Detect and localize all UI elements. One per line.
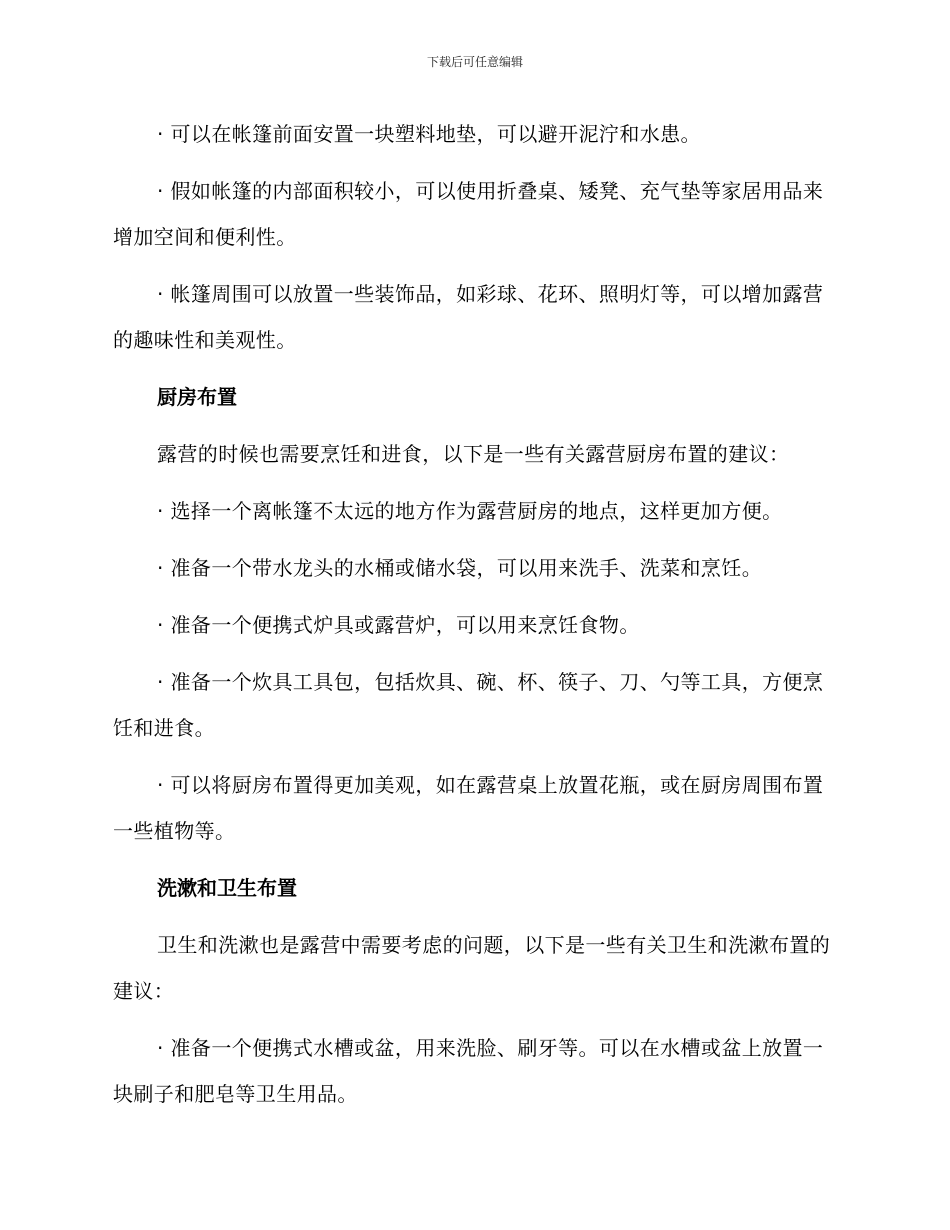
paragraph: · 可以将厨房布置得更加美观，如在露营桌上放置花瓶，或在厨房周围布置一些植物等。 [113,773,824,843]
paragraph: · 帐篷周围可以放置一些装饰品，如彩球、花环、照明灯等，可以增加露营的趣味性和美观性。 [113,282,824,352]
paragraph: · 准备一个带水龙头的水桶或储水袋，可以用来洗手、洗菜和烹饪。 [157,556,763,580]
section-heading: 洗漱和卫生布置 [157,876,297,900]
paragraph: · 选择一个离帐篷不太远的地方作为露营厨房的地点，这样更加方便。 [157,499,783,523]
paragraph: · 可以在帐篷前面安置一块塑料地垫，可以避开泥泞和水患。 [157,122,701,146]
page-header: 下载后可任意编辑 [426,55,523,69]
paragraph: · 准备一个炊具工具包，包括炊具、碗、杯、筷子、刀、勺等工具，方便烹饪和进食。 [113,670,824,740]
paragraph: · 假如帐篷的内部面积较小，可以使用折叠桌、矮凳、充气垫等家居用品来增加空间和便利性。 [113,179,824,249]
paragraph: 卫生和洗漱也是露营中需要考虑的问题，以下是一些有关卫生和洗漱布置的建议： [113,933,831,1003]
paragraph: 露营的时候也需要烹饪和进食，以下是一些有关露营厨房布置的建议： [157,442,790,466]
section-heading: 厨房布置 [157,385,237,409]
paragraph: · 准备一个便携式水槽或盆，用来洗脸、刷牙等。可以在水槽或盆上放置一块刷子和肥皂等卫生用品。 [113,1036,824,1106]
document-body [113,111,833,1128]
paragraph: · 准备一个便携式炉具或露营炉，可以用来烹饪食物。 [157,613,640,637]
